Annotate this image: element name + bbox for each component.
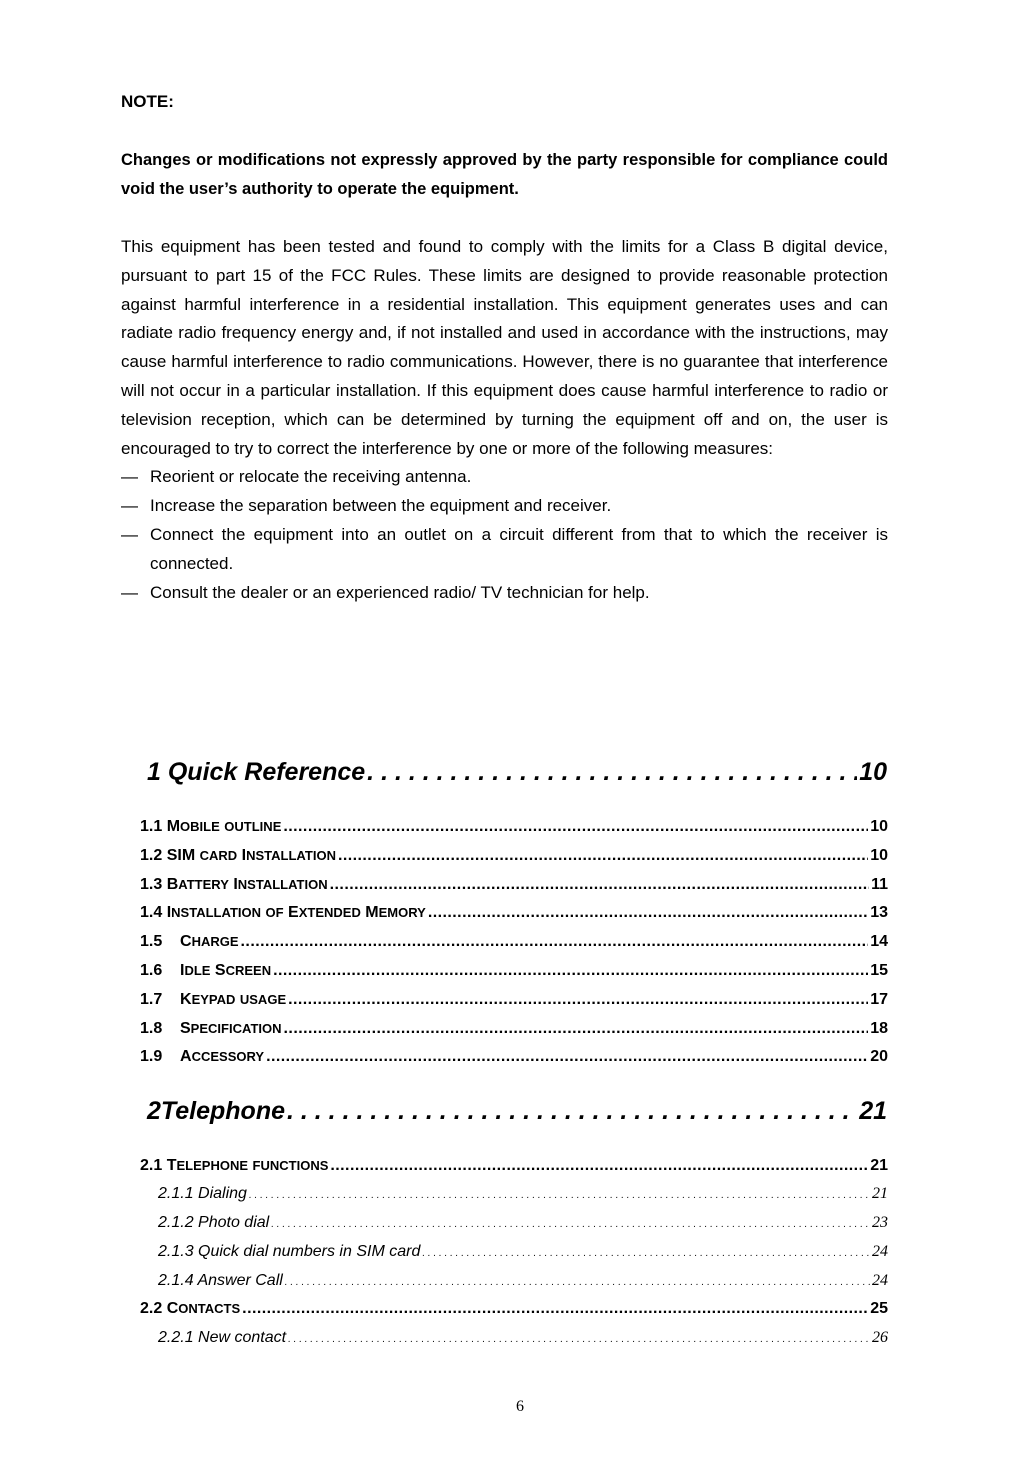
note-heading: NOTE:	[121, 92, 174, 111]
toc-section-title: CHARGE	[180, 933, 239, 950]
dash-mark: —	[121, 582, 138, 602]
dot-leader	[285, 1272, 870, 1290]
toc-page: 15	[870, 962, 888, 979]
toc-subsection-title: 2.1.4 Answer Call	[158, 1272, 283, 1289]
dot-leader	[330, 876, 869, 894]
toc-subsection-2-1-1[interactable]	[158, 1185, 888, 1203]
toc-section-title: IDLE SCREEN	[180, 962, 272, 979]
toc-page: 25	[870, 1300, 888, 1317]
toc-page: 21	[859, 1097, 887, 1125]
dash-mark: —	[121, 467, 138, 487]
toc-section-1-7[interactable]: 1.7 KEYPAD USAGE . . . 17	[140, 991, 888, 1009]
measure-item: — Consult the dealer or an experienced radio/ TV technician for help.	[121, 579, 888, 608]
dot-leader	[422, 1243, 870, 1261]
toc-page: 26	[872, 1329, 888, 1346]
dot-leader	[241, 933, 869, 951]
toc-section-title: MOBILE OUTLINE	[166, 818, 282, 835]
dot-leader	[283, 818, 868, 836]
dot-leader	[288, 1329, 870, 1347]
dot-leader	[249, 1185, 870, 1203]
dot-leader	[338, 847, 868, 865]
toc-section-title: TELEPHONE FUNCTIONS	[166, 1157, 329, 1174]
toc-page: 10	[870, 818, 888, 835]
toc-section-2-1[interactable]: 2.1 TELEPHONE FUNCTIONS . . . 21	[140, 1157, 888, 1175]
toc-chapter-1[interactable]	[147, 758, 887, 787]
toc-page: 24	[872, 1272, 888, 1289]
measure-item: — Increase the separation between the equipment and receiver.	[121, 492, 888, 521]
dot-leader	[330, 1157, 868, 1175]
toc-subsection-2-2-1[interactable]	[158, 1329, 888, 1347]
toc-page: 21	[872, 1185, 888, 1202]
toc-subsection-title: 2.1.3 Quick dial numbers in SIM card	[158, 1243, 421, 1260]
toc-chapter-title: 2Telephone	[147, 1097, 285, 1125]
dot-leader	[242, 1300, 868, 1318]
toc-section-title: BATTERY INSTALLATION	[166, 876, 328, 893]
toc-section-title: SPECIFICATION	[180, 1020, 282, 1037]
toc-page: 23	[872, 1214, 888, 1231]
toc-page: 10	[859, 758, 887, 786]
toc-subsection-2-1-2[interactable]	[158, 1214, 888, 1232]
toc-subsection-title: 2.1.2 Photo dial	[158, 1214, 270, 1231]
dot-leader	[428, 904, 868, 922]
dot-leader	[288, 991, 868, 1009]
fcc-warning: Changes or modifications not expressly approved by the party responsible for compliance could void the user’s authority to operate the equipment.	[121, 151, 888, 198]
toc-section-1-9[interactable]: 1.9 ACCESSORY . . . 20	[140, 1048, 888, 1066]
toc-section-title: SIM CARD INSTALLATION	[166, 847, 336, 864]
toc-section-1-4[interactable]: 1.4 INSTALLATION OF EXTENDED MEMORY . . . 13	[140, 904, 888, 922]
toc-chapter-title: 1 Quick Reference	[147, 758, 366, 786]
toc-page: 10	[870, 847, 888, 864]
toc-page: 14	[870, 933, 888, 950]
toc-section-1-6[interactable]: 1.6 IDLE SCREEN . . . 15	[140, 962, 888, 980]
toc-page: 20	[870, 1048, 888, 1065]
dot-leader	[287, 1097, 857, 1126]
fcc-statement	[121, 233, 888, 607]
toc-section-title: ACCESSORY	[180, 1048, 265, 1065]
toc-page: 21	[870, 1157, 888, 1174]
toc-subsection-2-1-4[interactable]	[158, 1272, 888, 1290]
toc-subsection-title: 2.1.1 Dialing	[158, 1185, 247, 1202]
page-number: 6	[516, 1398, 524, 1415]
toc-page: 18	[870, 1020, 888, 1037]
dot-leader	[367, 758, 857, 787]
dash-mark: —	[121, 524, 138, 544]
toc-page: 11	[871, 876, 888, 893]
toc-section-title: KEYPAD USAGE	[180, 991, 287, 1008]
dot-leader	[266, 1048, 868, 1066]
toc-chapter-2[interactable]	[147, 1097, 887, 1126]
toc-subsection-title: 2.2.1 New contact	[158, 1329, 287, 1346]
toc-section-1-3[interactable]: 1.3 BATTERY INSTALLATION . . . 11	[140, 876, 888, 894]
toc-subsection-2-1-3[interactable]	[158, 1243, 888, 1261]
measure-item: — Reorient or relocate the receiving antenna.	[121, 463, 888, 492]
dash-mark: —	[121, 496, 138, 516]
dot-leader	[273, 962, 868, 980]
toc-page: 24	[872, 1243, 888, 1260]
dot-leader	[271, 1214, 870, 1232]
toc-section-1-5[interactable]: 1.5 CHARGE . . . 14	[140, 933, 888, 951]
measure-item: — Connect the equipment into an outlet on a circuit different from that to which the receiver is connected.	[121, 521, 888, 579]
toc-section-1-8[interactable]: 1.8 SPECIFICATION . . . 18	[140, 1020, 888, 1038]
toc-page: 13	[870, 904, 888, 921]
measures-list	[121, 463, 888, 607]
toc-section-title: INSTALLATION OF EXTENDED MEMORY	[166, 904, 426, 921]
fcc-paragraph: This equipment has been tested and found to comply with the limits for a Class B digital device, pursuant to part 15 of the FCC Rules. These limits are designed to provide reasonable protection against harmful interference in a residential installation. This equipment generates uses and can radiate radio frequency energy and, if not installed and used in accordance with the instructions, may cause harmful interference to radio communications. However, there is no guarantee that interference will not occur in a particular installation. If this equipment does cause harmful interference to radio or television reception, which can be determined by turning the equipment off and on, the user is encouraged to try to correct the interference by one or more of the following measures:	[121, 237, 888, 458]
toc-section-title: CONTACTS	[166, 1300, 241, 1317]
toc-page: 17	[870, 991, 888, 1008]
toc-section-2-2[interactable]: 2.2 CONTACTS . . . 25	[140, 1300, 888, 1318]
toc-section-1-2[interactable]: 1.2 SIM CARD INSTALLATION . . . 10	[140, 847, 888, 865]
dot-leader	[284, 1020, 869, 1038]
toc-section-1-1[interactable]: 1.1 MOBILE OUTLINE . . . 10	[140, 818, 888, 836]
